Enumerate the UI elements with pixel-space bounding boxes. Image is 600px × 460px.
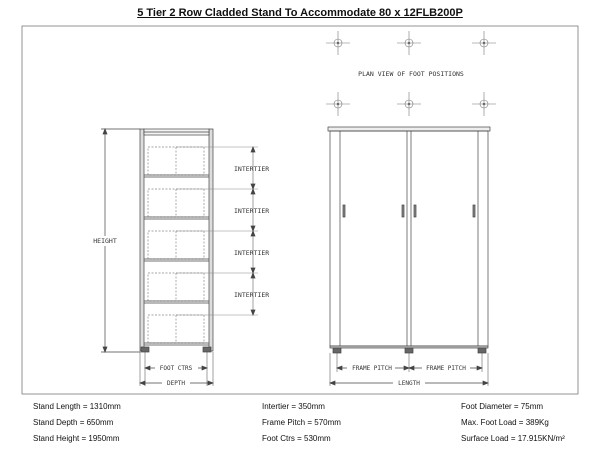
spec-frame-pitch: Frame Pitch = 570mm (262, 418, 341, 427)
intertier-label: INTERTIER (234, 165, 270, 173)
spec-stand-height: Stand Height = 1950mm (33, 434, 120, 443)
height-label: HEIGHT (93, 237, 117, 245)
plan-view-label: PLAN VIEW OF FOOT POSITIONS (358, 70, 464, 78)
foot-ctrs-label: FOOT CTRS (159, 365, 193, 372)
spec-max-foot-load: Max. Foot Load = 389Kg (461, 418, 549, 427)
tier-4 (144, 273, 209, 303)
tier-5 (144, 315, 209, 345)
spec-intertier: Intertier = 350mm (262, 402, 325, 411)
frame-pitch-label: FRAME PITCH (426, 365, 466, 372)
tier-3 (144, 231, 209, 261)
spec-stand-depth: Stand Depth = 650mm (33, 418, 114, 427)
foot-marker (397, 31, 421, 55)
intertier-label: INTERTIER (234, 207, 270, 215)
intertier-label: INTERTIER (234, 249, 270, 257)
foot-marker (472, 31, 496, 55)
spec-surface-load: Surface Load = 17.915KN/m² (461, 434, 565, 443)
foot-marker (326, 31, 350, 55)
drawing-border (22, 26, 578, 394)
spec-foot-ctrs: Foot Ctrs = 530mm (262, 434, 331, 443)
foot-marker (326, 92, 350, 116)
foot-marker (472, 92, 496, 116)
intertier-label: INTERTIER (234, 291, 270, 299)
length-label: LENGTH (398, 380, 420, 387)
spec-foot-diameter: Foot Diameter = 75mm (461, 402, 544, 411)
foot-marker (397, 92, 421, 116)
drawing-title: 5 Tier 2 Row Cladded Stand To Accommodate 80 x 12FLB200P (137, 7, 463, 19)
spec-stand-length: Stand Length = 1310mm (33, 402, 121, 411)
frame-pitch-label: FRAME PITCH (352, 365, 392, 372)
tier-1 (144, 147, 209, 177)
tier-2 (144, 189, 209, 219)
front-view (328, 127, 490, 386)
depth-label: DEPTH (166, 380, 186, 387)
